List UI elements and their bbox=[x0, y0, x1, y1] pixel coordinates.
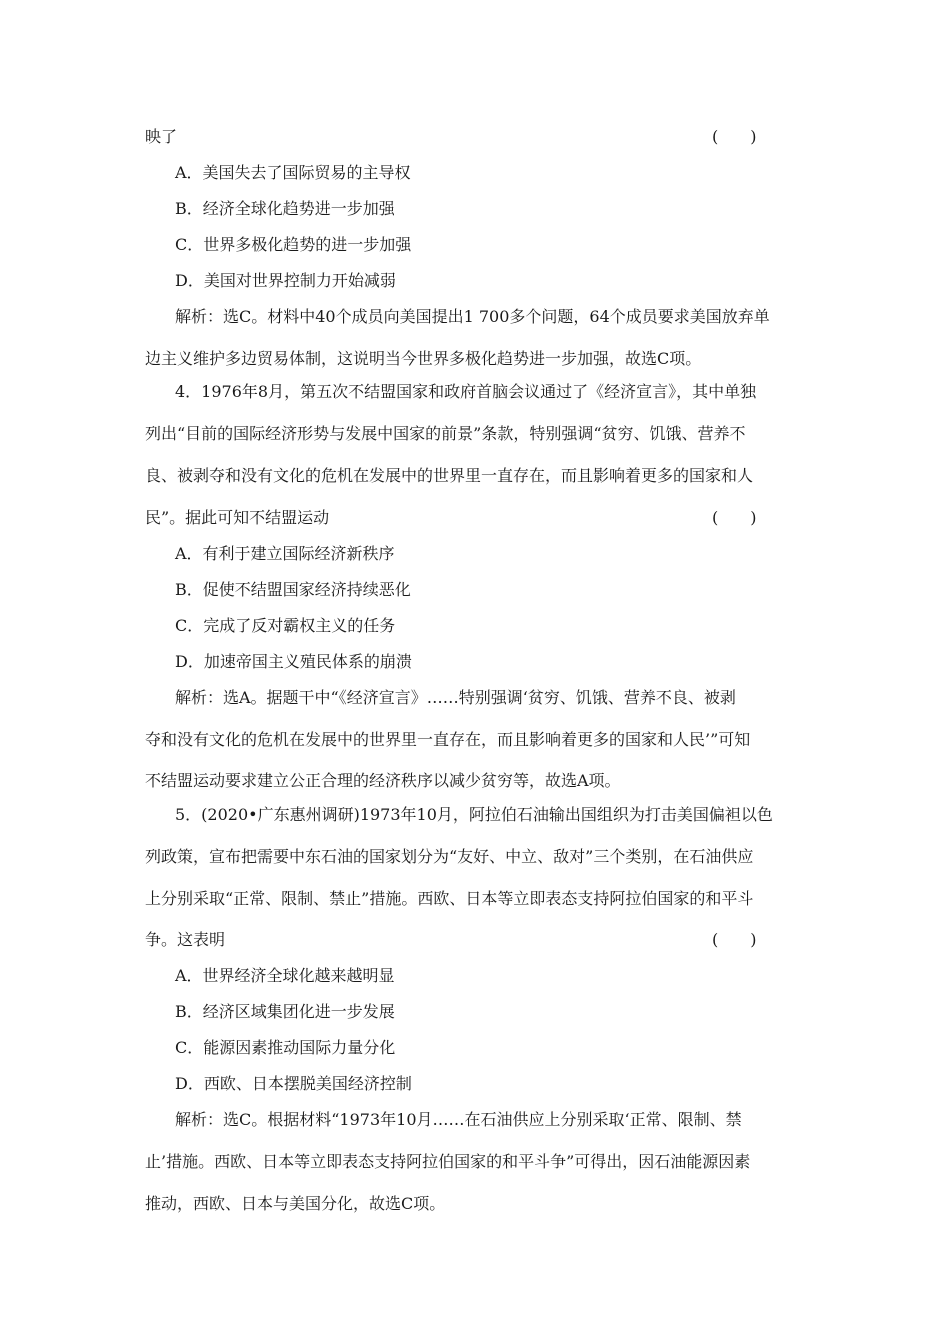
q5-analysis-line-3: 推动，西欧、日本与美国分化，故选C项。 bbox=[145, 1194, 446, 1213]
q5-option-d: D．西欧、日本摆脱美国经济控制 bbox=[175, 1074, 412, 1093]
q5-analysis-line-2: 止’措施。西欧、日本等立即表态支持阿拉伯国家的和平斗争”可得出，因石油能源因素 bbox=[145, 1152, 751, 1171]
q5-analysis-line-1: 解析：选C。根据材料“1973年10月……在石油供应上分别采取‘正常、限制、禁 bbox=[175, 1110, 742, 1129]
q4-option-d: D．加速帝国主义殖民体系的崩溃 bbox=[175, 652, 412, 671]
q4-option-c: C．完成了反对霸权主义的任务 bbox=[175, 616, 396, 635]
q4-analysis-line-1: 解析：选A。据题干中“《经济宣言》……特别强调‘贫穷、饥饿、营养不良、被剥 bbox=[175, 688, 736, 707]
q3-answer-paren: ( ) bbox=[712, 127, 757, 146]
q4-stem-line-2: 列出“目前的国际经济形势与发展中国家的前景”条款，特别强调“贫穷、饥饿、营养不 bbox=[145, 424, 746, 443]
q3-option-b: B．经济全球化趋势进一步加强 bbox=[175, 199, 395, 218]
q3-analysis-line-2: 边主义维护多边贸易体制，这说明当今世界多极化趋势进一步加强，故选C项。 bbox=[145, 349, 702, 368]
q4-answer-paren: ( ) bbox=[712, 508, 757, 527]
q4-analysis-line-2: 夺和没有文化的危机在发展中的世界里一直存在，而且影响着更多的国家和人民’”可知 bbox=[145, 730, 751, 749]
q4-stem-line-3: 良、被剥夺和没有文化的危机在发展中的世界里一直存在，而且影响着更多的国家和人 bbox=[145, 466, 754, 485]
q5-option-a: A．世界经济全球化越来越明显 bbox=[175, 966, 395, 985]
q4-option-a: A．有利于建立国际经济新秩序 bbox=[175, 544, 395, 563]
q5-option-b: B．经济区域集团化进一步发展 bbox=[175, 1002, 395, 1021]
q4-stem-line-4: 民”。据此可知不结盟运动 bbox=[145, 508, 330, 527]
q5-stem-line-2: 列政策，宣布把需要中东石油的国家划分为“友好、中立、敌对”三个类别，在石油供应 bbox=[145, 847, 754, 866]
q5-stem-line-3: 上分别采取“正常、限制、禁止”措施。西欧、日本等立即表态支持阿拉伯国家的和平斗 bbox=[145, 889, 754, 908]
q4-analysis-line-3: 不结盟运动要求建立公正合理的经济秩序以减少贫穷等，故选A项。 bbox=[145, 771, 621, 790]
q5-answer-paren: ( ) bbox=[712, 930, 757, 949]
q4-stem-line-1: 4．1976年8月，第五次不结盟国家和政府首脑会议通过了《经济宣言》，其中单独 bbox=[175, 382, 757, 401]
q3-option-c: C．世界多极化趋势的进一步加强 bbox=[175, 235, 412, 254]
q3-analysis-line-1: 解析：选C。材料中40个成员向美国提出1 700多个问题，64个成员要求美国放弃单 bbox=[175, 307, 770, 326]
q5-option-c: C．能源因素推动国际力量分化 bbox=[175, 1038, 396, 1057]
q3-option-a: A．美国失去了国际贸易的主导权 bbox=[175, 163, 411, 182]
q5-stem-line-4: 争。这表明 bbox=[145, 930, 226, 949]
q5-stem-line-1: 5．(2020•广东惠州调研)1973年10月，阿拉伯石油输出国组织为打击美国偏袒以色 bbox=[175, 805, 773, 824]
q3-option-d: D．美国对世界控制力开始减弱 bbox=[175, 271, 396, 290]
q3-stem-tail: 映了 bbox=[145, 127, 178, 146]
q4-option-b: B．促使不结盟国家经济持续恶化 bbox=[175, 580, 411, 599]
